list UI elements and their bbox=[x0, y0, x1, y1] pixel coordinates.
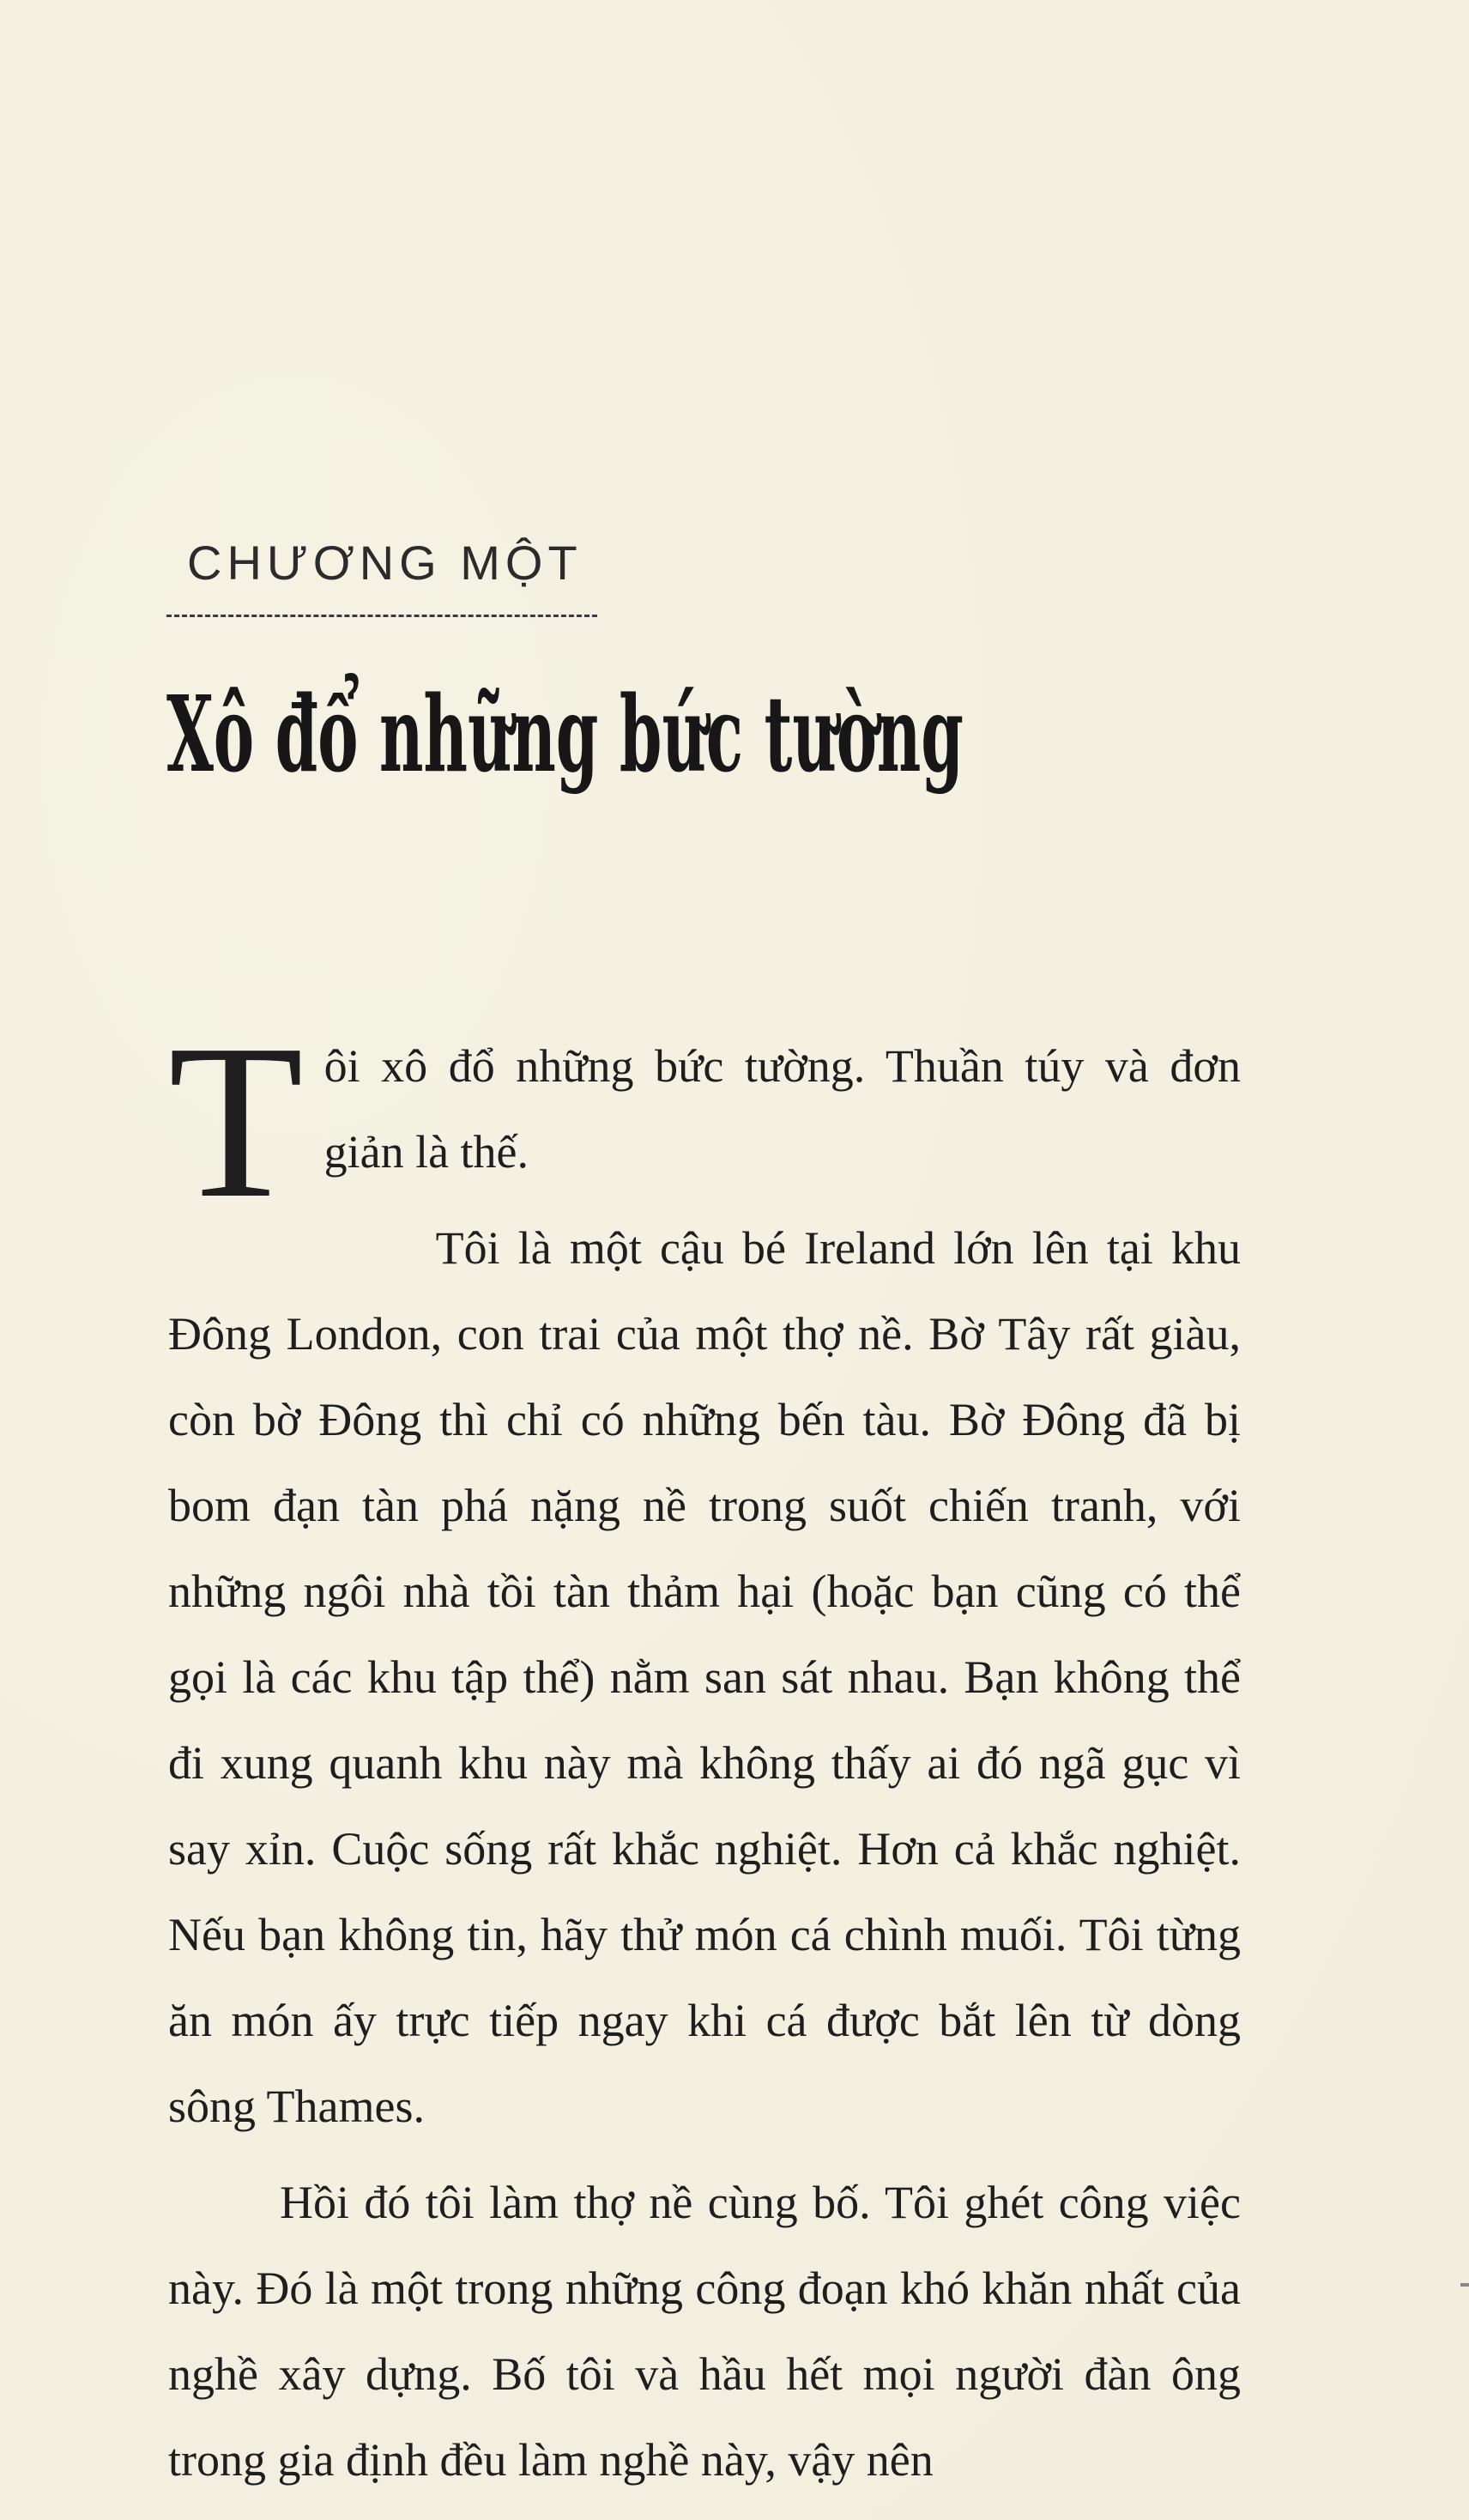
paragraph: Tôi là một cậu bé Ireland lớn lên tại khu Đông London, con trai của một thợ nề. Bờ Tây rất giàu, còn bờ Đông thì chỉ có những bến tàu. Bờ Đông đã bị bom đạn tàn phá nặng nề trong suốt chiến tranh, với những ngôi nhà tồi tàn thảm hại (hoặc bạn cũng có thể gọi là các khu tập thể) nằm san sát nhau. Bạn không thể đi xung quanh khu này mà không thấy ai đó ngã gục vì say xỉn. Cuộc sống rất khắc nghiệt. Hơn cả khắc nghiệt. Nếu bạn không tin, hãy thử món cá chình muối. Tôi từng ăn món ấy trực tiếp ngay khi cá được bắt lên từ dòng sông Thames. bbox=[168, 1222, 1241, 2132]
paragraph bbox=[168, 998, 1241, 1244]
page-edge-mark bbox=[1460, 2283, 1469, 2287]
paragraph: Hồi đó tôi làm thợ nề cùng bố. Tôi ghét công việc này. Đó là một trong những công đoạn khó khăn nhất của nghề xây dựng. Bố tôi và hầu hết mọi người đàn ông trong gia định đều làm nghề này, vậy nên bbox=[168, 2177, 1241, 2486]
paragraph-text: ôi xô đổ những bức tường. Thuần túy và đơn giản là thế. bbox=[323, 1040, 1241, 1178]
drop-cap: T bbox=[168, 998, 304, 1244]
chapter-title: Xô đổ những bức tường bbox=[166, 672, 964, 796]
chapter-divider bbox=[166, 615, 597, 617]
chapter-body bbox=[168, 998, 1241, 2513]
chapter-label: CHƯƠNG MỘT bbox=[187, 536, 583, 590]
